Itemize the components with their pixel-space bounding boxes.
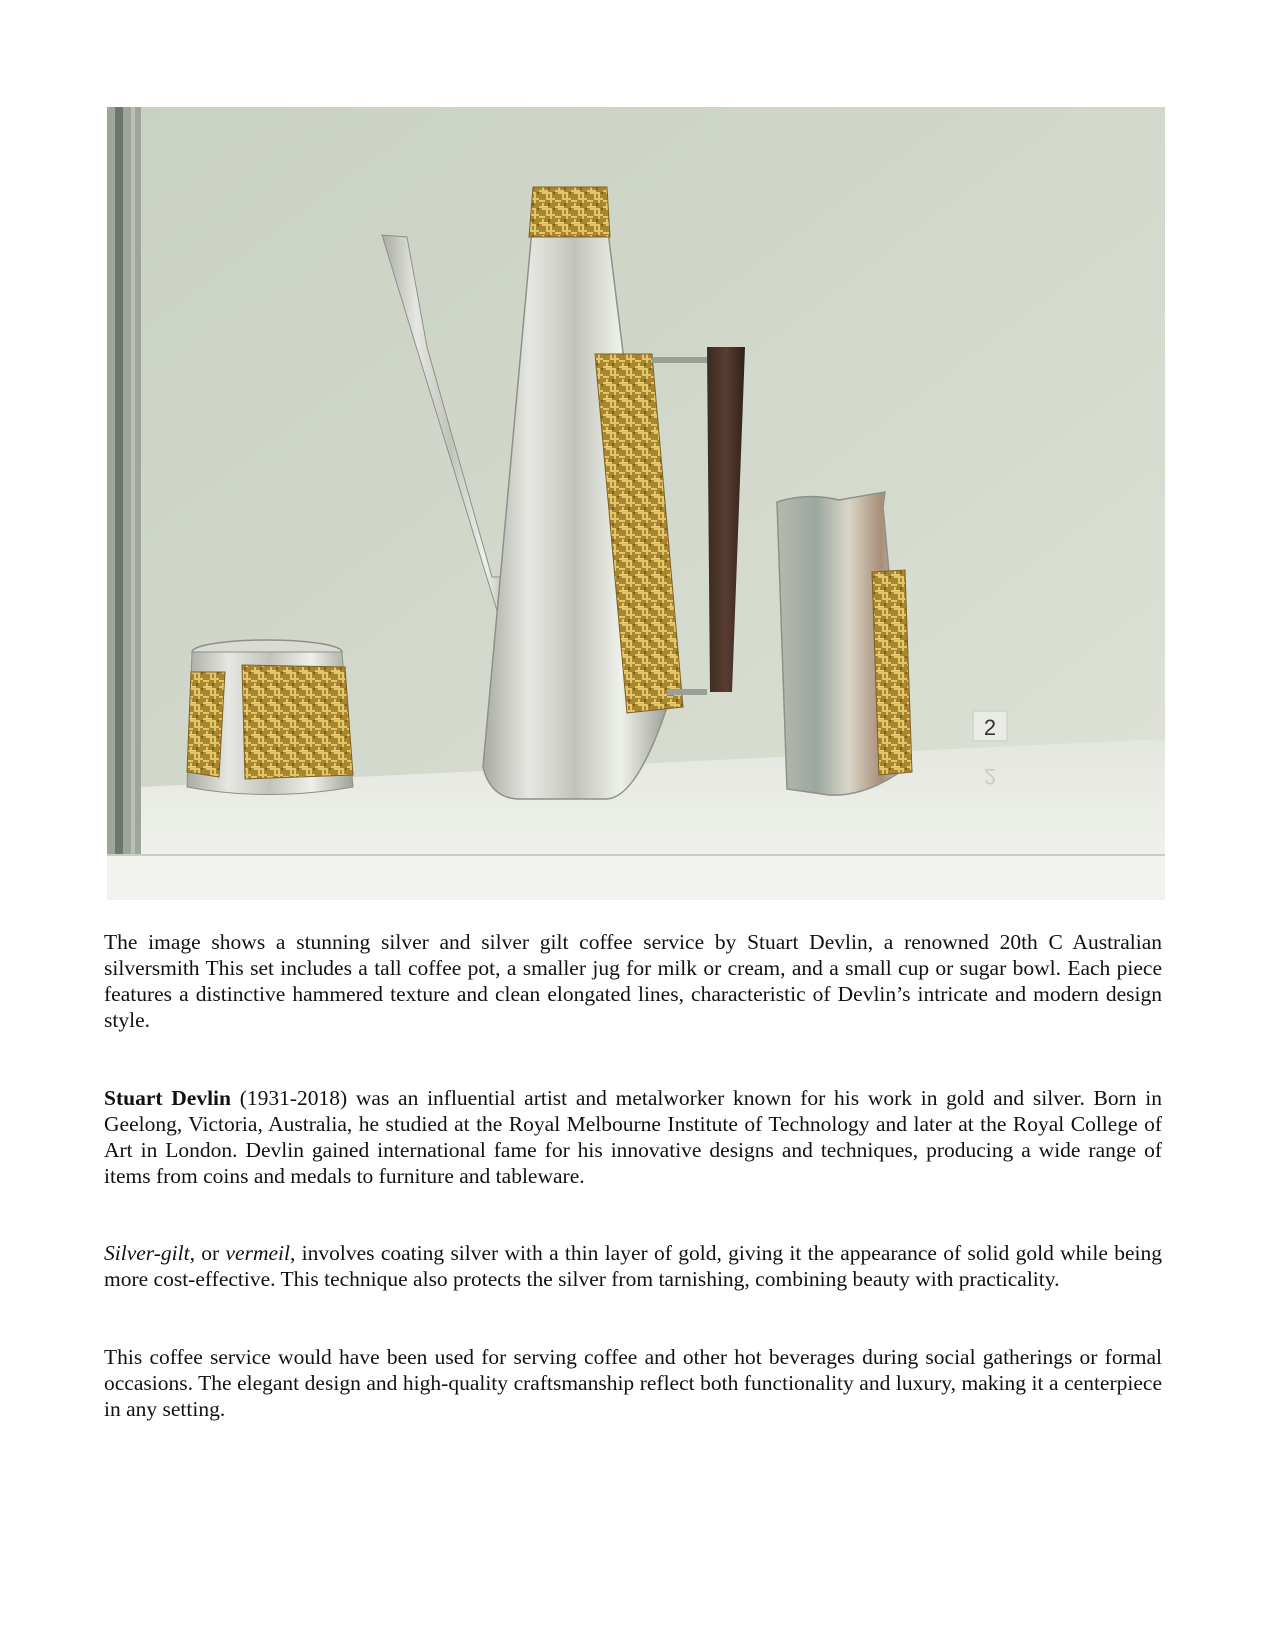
biography-text: (1931-2018) was an influential artist and metalworker known for his work in gold and silver. Born in Geelong, Victoria, Australia, he studied at the Royal Melbourne Institute of Technology and later at the Royal College of Art in London. Devlin gained international fame for his innovative designs and techniques, producing a wide range of items from coins and medals to furniture and tableware. xyxy=(104,1086,1163,1188)
artist-name: Stuart Devlin xyxy=(104,1086,231,1110)
usage-paragraph xyxy=(104,1344,1162,1422)
coffee-service-photo xyxy=(107,107,1165,900)
exhibit-number-label: 2 xyxy=(983,715,997,740)
photo-caption xyxy=(104,929,1162,1033)
term-vermeil: vermeil xyxy=(225,1241,290,1265)
silver-gilt-text: , involves coating silver with a thin layer of gold, giving it the appearance of solid gold while being more cost-effective. This technique also protects the silver from tarnishing, combining beauty with practicality. xyxy=(104,1241,1162,1291)
exhibit-number-reflection: 2 xyxy=(983,764,997,789)
caption-text: The image shows a stunning silver and silver gilt coffee service by Stuart Devlin, a renowned 20th C Australian silversmith This set includes a tall coffee pot, a smaller jug for milk or cream, and a small cup or sugar bowl. Each piece features a distinctive hammered texture and clean elongated lines, characteristic of Devlin’s intricate and modern design style. xyxy=(104,930,1162,1032)
term-separator: , or xyxy=(189,1241,226,1265)
silver-gilt-paragraph xyxy=(104,1240,1162,1292)
biography-paragraph xyxy=(104,1085,1162,1189)
term-silver-gilt: Silver-gilt xyxy=(104,1241,190,1265)
usage-text: This coffee service would have been used for serving coffee and other hot beverages during social gatherings or formal occasions. The elegant design and high-quality craftsmanship reflect both functionality and luxury, making it a centerpiece in any setting. xyxy=(104,1345,1162,1421)
